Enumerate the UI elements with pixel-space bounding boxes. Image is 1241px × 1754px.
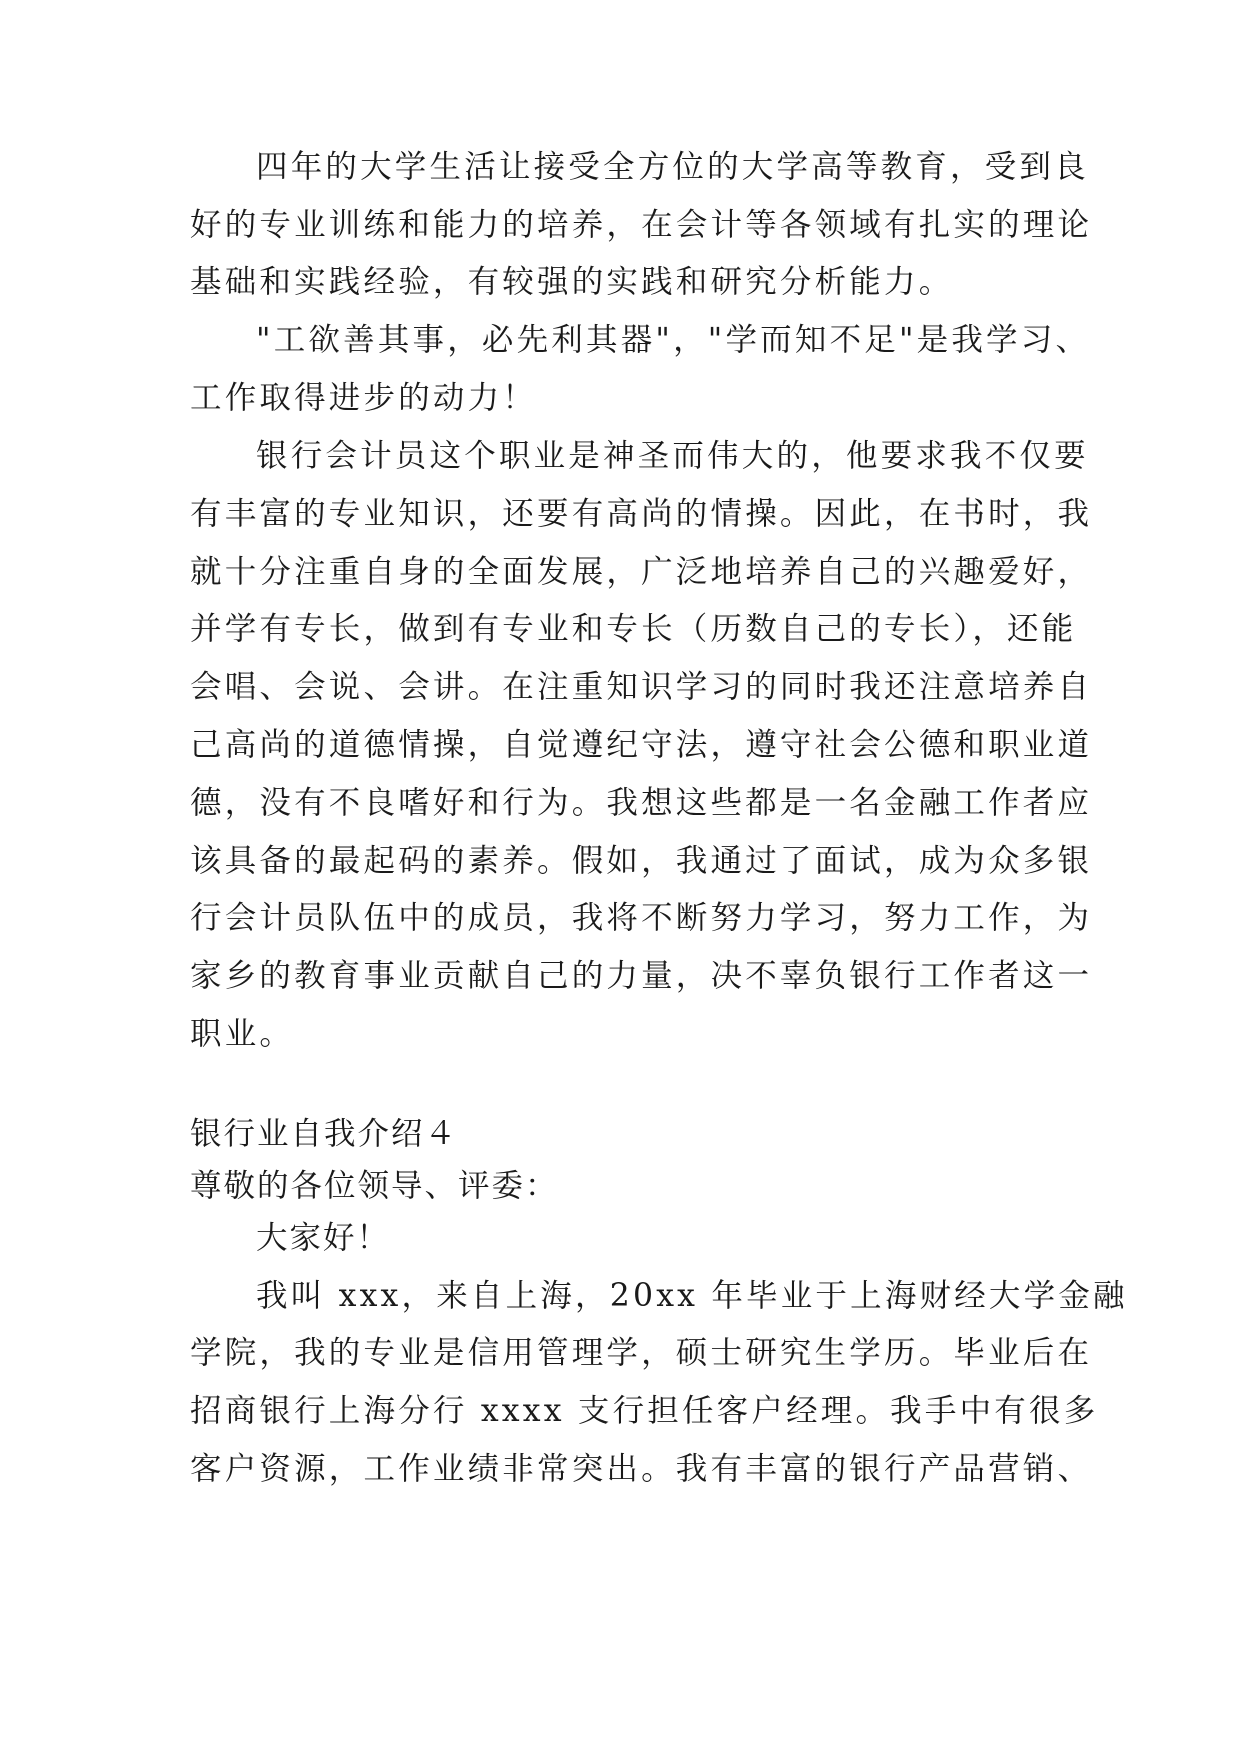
paragraph-line: 家乡的教育事业贡献自己的力量，决不辜负银行工作者这一 — [190, 958, 1093, 994]
paragraph-line: 好的专业训练和能力的培养，在会计等各领域有扎实的理论 — [190, 207, 1093, 243]
paragraph-line: 我叫 xxx，来自上海，20xx 年毕业于上海财经大学金融 — [256, 1278, 1128, 1314]
paragraph-line: 德，没有不良嗜好和行为。我想这些都是一名金融工作者应 — [190, 785, 1093, 821]
paragraph-line: 招商银行上海分行 xxxx 支行担任客户经理。我手中有很多 — [190, 1393, 1099, 1429]
salutation: 尊敬的各位领导、评委： — [190, 1168, 559, 1204]
paragraph-line: 己高尚的道德情操，自觉遵纪守法，遵守社会公德和职业道 — [190, 727, 1093, 763]
paragraph-line: 学院，我的专业是信用管理学，硕士研究生学历。毕业后在 — [190, 1335, 1093, 1371]
greeting: 大家好！ — [256, 1220, 391, 1256]
paragraph-line: 行会计员队伍中的成员，我将不断努力学习，努力工作，为 — [190, 900, 1093, 936]
paragraph-line: 基础和实践经验，有较强的实践和研究分析能力。 — [190, 264, 954, 300]
paragraph-line: 会唱、会说、会讲。在注重知识学习的同时我还注意培养自 — [190, 669, 1093, 705]
paragraph-line: 客户资源，工作业绩非常突出。我有丰富的银行产品营销、 — [190, 1451, 1093, 1487]
paragraph-line: 工作取得进步的动力！ — [190, 380, 538, 416]
paragraph-line: "工欲善其事，必先利其器"，"学而知不足"是我学习、 — [256, 322, 1091, 358]
paragraph-line: 有丰富的专业知识，还要有高尚的情操。因此，在书时，我 — [190, 496, 1093, 532]
paragraph-line: 银行会计员这个职业是神圣而伟大的，他要求我不仅要 — [256, 438, 1089, 474]
paragraph-line: 就十分注重自身的全面发展，广泛地培养自己的兴趣爱好， — [190, 554, 1093, 590]
paragraph-line: 该具备的最起码的素养。假如，我通过了面试，成为众多银 — [190, 843, 1093, 879]
paragraph-line: 职业。 — [190, 1016, 295, 1052]
paragraph-line: 四年的大学生活让接受全方位的大学高等教育，受到良 — [256, 149, 1089, 185]
paragraph-line: 并学有专长，做到有专业和专长（历数自己的专长），还能 — [190, 611, 1077, 647]
section-title: 银行业自我介绍４ — [190, 1116, 459, 1152]
